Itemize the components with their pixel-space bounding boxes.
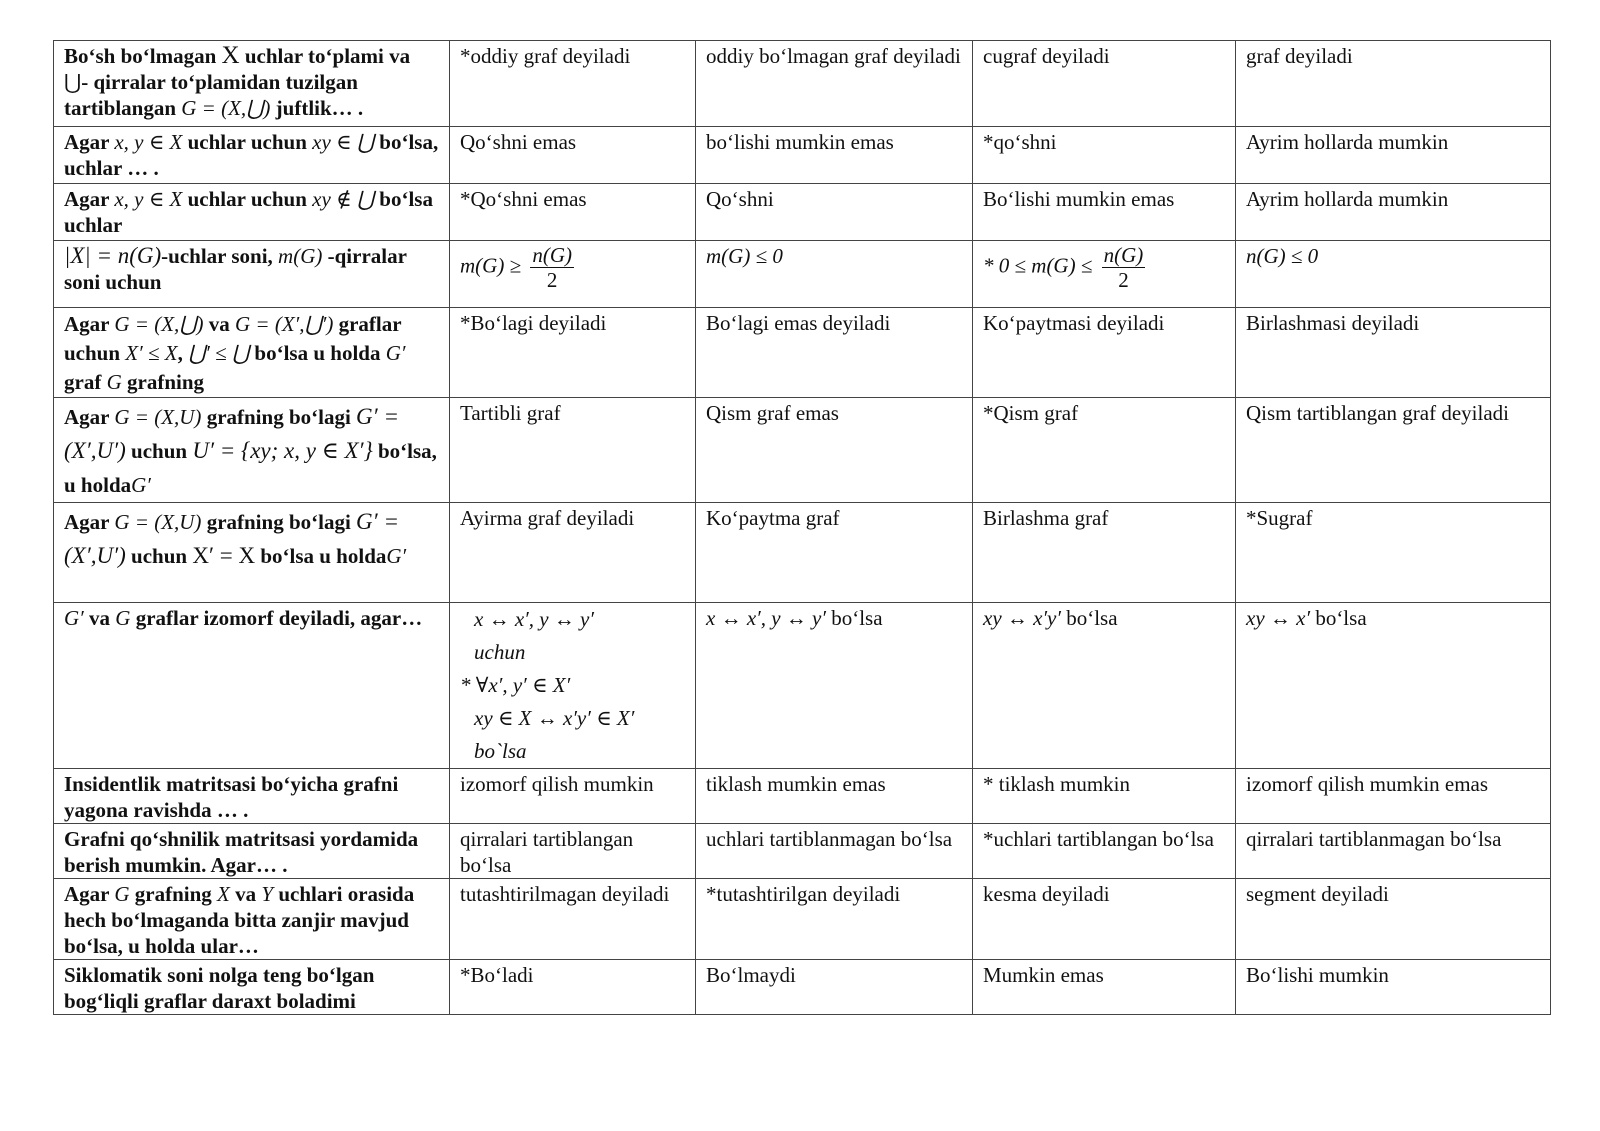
answer-a: *Bo‘ladi bbox=[450, 960, 696, 1015]
quiz-table bbox=[53, 40, 1551, 1015]
answer-b: x ↔ x′, y ↔ y′ bo‘lsa bbox=[696, 603, 973, 769]
question-cell: Bo‘sh bo‘lmagan X uchlar to‘plami va ⋃- qirralar to‘plamidan tuzilgan tartiblangan G = (X,⋃) juftlik… . bbox=[54, 41, 450, 127]
answer-a: qirralari tartiblangan bo‘lsa bbox=[450, 824, 696, 879]
table-row bbox=[54, 960, 1551, 1015]
answer-a: tutashtirilmagan deyiladi bbox=[450, 879, 696, 960]
question-cell: Insidentlik matritsasi bo‘yicha grafni yagona ravishda … . bbox=[54, 769, 450, 824]
table-row bbox=[54, 769, 1551, 824]
answer-a: Ayirma graf deyiladi bbox=[450, 503, 696, 603]
answer-c: * tiklash mumkin bbox=[973, 769, 1236, 824]
answer-b: Qism graf emas bbox=[696, 398, 973, 503]
answer-c: xy ↔ x′y′ bo‘lsa bbox=[973, 603, 1236, 769]
answer-a: m(G) ≥ $\frac{n(G)}{2}$ bbox=[450, 241, 696, 308]
question-cell: Agar x, y ∈ X uchlar uchun xy ∉ ⋃ bo‘lsa uchlar bbox=[54, 184, 450, 241]
answer-d: xy ↔ x′ bo‘lsa bbox=[1236, 603, 1551, 769]
answer-b: Bo‘lagi emas deyiladi bbox=[696, 308, 973, 398]
table-row bbox=[54, 824, 1551, 879]
question-cell: Agar G = (X,⋃) va G = (X′,⋃′) graflar uchun X′ ≤ X, ⋃′ ≤ ⋃ bo‘lsa u holda G′ graf G grafning bbox=[54, 308, 450, 398]
table-row bbox=[54, 879, 1551, 960]
answer-b: bo‘lishi mumkin emas bbox=[696, 127, 973, 184]
answer-d: graf deyiladi bbox=[1236, 41, 1551, 127]
answer-d: qirralari tartiblanmagan bo‘lsa bbox=[1236, 824, 1551, 879]
answer-a: *Qo‘shni emas bbox=[450, 184, 696, 241]
question-cell: G′ va G graflar izomorf deyiladi, agar… bbox=[54, 603, 450, 769]
fraction: $\frac{n(G)}{2}$ bbox=[532, 243, 572, 292]
answer-d: Ayrim hollarda mumkin bbox=[1236, 184, 1551, 241]
table-row bbox=[54, 308, 1551, 398]
question-cell: Agar x, y ∈ X uchlar uchun xy ∈ ⋃ bo‘lsa, uchlar … . bbox=[54, 127, 450, 184]
table-row bbox=[54, 241, 1551, 308]
answer-a: Tartibli graf bbox=[450, 398, 696, 503]
answer-c: Ko‘paytmasi deyiladi bbox=[973, 308, 1236, 398]
table-row bbox=[54, 127, 1551, 184]
question-cell: Agar G = (X,U) grafning bo‘lagi G′ = (X′,U′) uchun U′ = {xy; x, y ∈ X′} bo‘lsa, u holdaG′ bbox=[54, 398, 450, 503]
answer-a: x ↔ x′, y ↔ y′ uchun * ∀x′, y′ ∈ X′ xy ∈ X ↔ x′y′ ∈ X′ bo`lsa bbox=[450, 603, 696, 769]
answer-c: *Qism graf bbox=[973, 398, 1236, 503]
answer-b: tiklash mumkin emas bbox=[696, 769, 973, 824]
question-cell: Siklomatik soni nolga teng bo‘lgan bog‘liqli graflar daraxt boladimi bbox=[54, 960, 450, 1015]
table-row bbox=[54, 603, 1551, 769]
answer-d: n(G) ≤ 0 bbox=[1236, 241, 1551, 308]
answer-a: Qo‘shni emas bbox=[450, 127, 696, 184]
answer-b: m(G) ≤ 0 bbox=[696, 241, 973, 308]
answer-a: izomorf qilish mumkin bbox=[450, 769, 696, 824]
table-row bbox=[54, 503, 1551, 603]
fraction: $\frac{n(G)}{2}$ bbox=[1103, 243, 1144, 292]
answer-c: Birlashma graf bbox=[973, 503, 1236, 603]
answer-d: Birlashmasi deyiladi bbox=[1236, 308, 1551, 398]
answer-d: Bo‘lishi mumkin bbox=[1236, 960, 1551, 1015]
table-row bbox=[54, 41, 1551, 127]
answer-c: kesma deyiladi bbox=[973, 879, 1236, 960]
question-cell: |X| = n(G)-uchlar soni, m(G) -qirralar soni uchun bbox=[54, 241, 450, 308]
question-cell: Grafni qo‘shnilik matritsasi yordamida berish mumkin. Agar… . bbox=[54, 824, 450, 879]
answer-d: Ayrim hollarda mumkin bbox=[1236, 127, 1551, 184]
answer-b: Ko‘paytma graf bbox=[696, 503, 973, 603]
answer-c: Mumkin emas bbox=[973, 960, 1236, 1015]
answer-b: Qo‘shni bbox=[696, 184, 973, 241]
answer-c: Bo‘lishi mumkin emas bbox=[973, 184, 1236, 241]
answer-b: Bo‘lmaydi bbox=[696, 960, 973, 1015]
answer-d: Qism tartiblangan graf deyiladi bbox=[1236, 398, 1551, 503]
answer-d: segment deyiladi bbox=[1236, 879, 1551, 960]
answer-a: *Bo‘lagi deyiladi bbox=[450, 308, 696, 398]
answer-c: cugraf deyiladi bbox=[973, 41, 1236, 127]
answer-d: *Sugraf bbox=[1236, 503, 1551, 603]
answer-c: * 0 ≤ m(G) ≤ $\frac{n(G)}{2}$ bbox=[973, 241, 1236, 308]
answer-d: izomorf qilish mumkin emas bbox=[1236, 769, 1551, 824]
answer-a: *oddiy graf deyiladi bbox=[450, 41, 696, 127]
answer-b: uchlari tartiblanmagan bo‘lsa bbox=[696, 824, 973, 879]
question-cell: Agar G = (X,U) grafning bo‘lagi G′ = (X′,U′) uchun X′ = X bo‘lsa u holdaG′ bbox=[54, 503, 450, 603]
answer-b: oddiy bo‘lmagan graf deyiladi bbox=[696, 41, 973, 127]
answer-b: *tutashtirilgan deyiladi bbox=[696, 879, 973, 960]
table-row bbox=[54, 398, 1551, 503]
table-row bbox=[54, 184, 1551, 241]
question-cell: Agar G grafning X va Y uchlari orasida hech bo‘lmaganda bitta zanjir mavjud bo‘lsa, u holda ular… bbox=[54, 879, 450, 960]
answer-c: *qo‘shni bbox=[973, 127, 1236, 184]
answer-c: *uchlari tartiblangan bo‘lsa bbox=[973, 824, 1236, 879]
